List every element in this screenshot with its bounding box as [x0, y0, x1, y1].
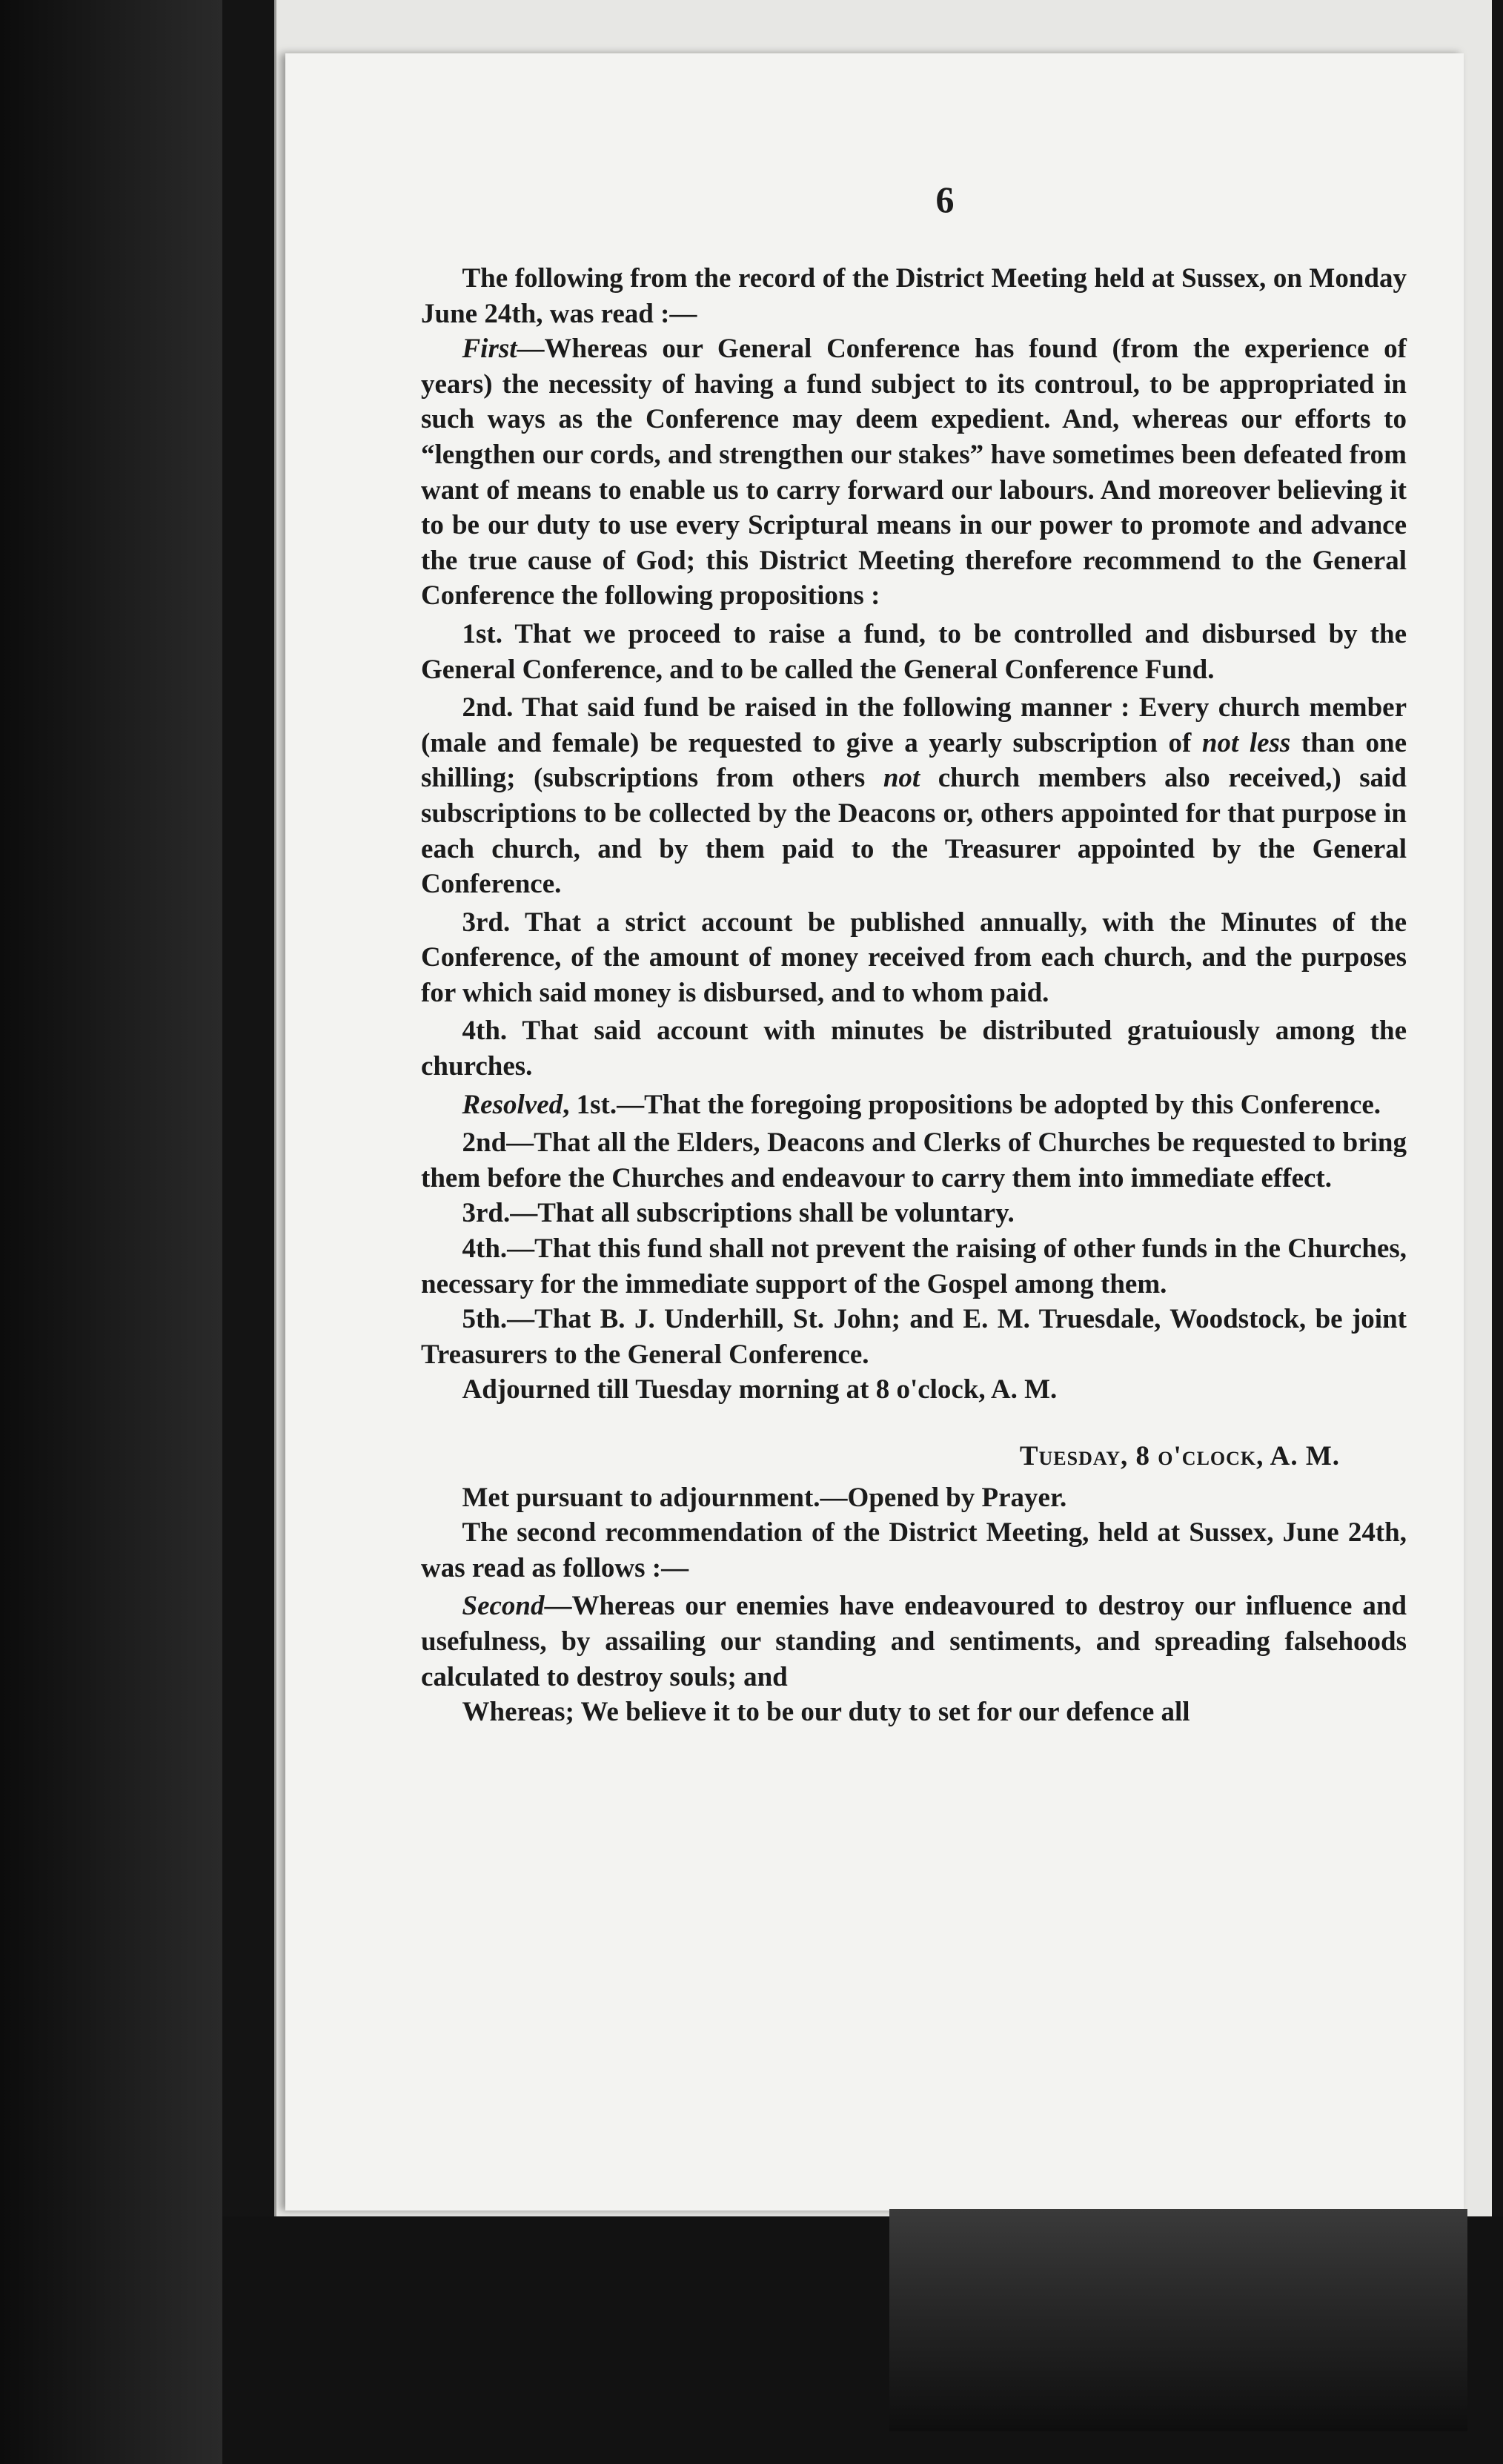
resolution-1 [421, 1087, 1407, 1123]
binding-tab [889, 2209, 1467, 2431]
proposition-2-start: 2nd. That said fund be raised in the following manner : Every church member (male and female) be requested to give a yearly subscription of [421, 692, 1407, 758]
whereas-line: Whereas; We believe it to be our duty to set for our defence all [462, 1697, 1190, 1728]
resolution-5: 5th.—That B. J. Underhill, St. John; and E. M. Truesdale, Woodstock, be joint Treasurers to the General Conference. [421, 1304, 1407, 1370]
proposition-1: 1st. That we proceed to raise a fund, to be controlled and disbursed by the General Conference, and to be called the General Conference Fund. [421, 618, 1407, 685]
proposition-2-end: church members also received,) said subscriptions to be collected by the Deacons or, others appointed for that purpose in each church, and by them paid to the Treasurer appointed by the General Conference. [421, 763, 1407, 900]
page-number: 6 [935, 179, 955, 220]
second-text: —Whereas our enemies have endeavoured to destroy our influence and usefulness, by assailing our standing and sentiments, and spreading falsehoods calculated to destroy souls; and [421, 1591, 1407, 1692]
adjournment-line: Adjourned till Tuesday morning at 8 o'clock, A. M. [462, 1374, 1058, 1405]
tuesday-section [421, 1480, 1407, 1730]
proposition-2-emphasis-2: not [883, 763, 920, 794]
document-body [421, 261, 1407, 1730]
resolution-4: 4th.—That this fund shall not prevent the raising of other funds in the Churches, necessary for the immediate support of the Gospel among them. [421, 1233, 1407, 1299]
proposition-3: 3rd. That a strict account be published annually, with the Minutes of the Conference, of the amount of money received from each church, and the purposes for which said money is disbursed, and to whom paid. [421, 907, 1407, 1008]
scan-dark-margin [0, 0, 222, 2464]
second-label: Second [462, 1591, 545, 1622]
met-line: Met pursuant to adjournment.—Opened by Prayer. [462, 1482, 1067, 1513]
proposition-4: 4th. That said account with minutes be distributed gratuiously among the churches. [421, 1016, 1407, 1082]
first-label: First [462, 334, 517, 365]
first-text: —Whereas our General Conference has found (from the experience of years) the necessity of having a fund subject to its controul, to be appropriated in such ways as the Conference may deem expedient. And, whereas our efforts to “lengthen our cords, and strengthen our stakes” have sometimes been defeated from want of means to enable us to carry forward our labours. And moreover believing it to be our duty to use every Scriptural means in our power to promote and advance the true cause of God; this District Meeting therefore recommend to the General Conference the following propositions : [421, 334, 1407, 612]
first-paragraph [421, 331, 1407, 614]
resolution-2: 2nd—That all the Elders, Deacons and Clerks of Churches be requested to bring them before the Churches and endeavour to carry them into immediate effect. [421, 1127, 1407, 1193]
resolution-3: 3rd.—That all subscriptions shall be voluntary. [462, 1198, 1015, 1229]
resolved-label: Resolved [462, 1089, 563, 1120]
resolution-1-text: , 1st.—That the foregoing propositions be adopted by this Conference. [563, 1089, 1381, 1120]
proposition-2-emphasis-1: not less [1201, 727, 1291, 758]
second-paragraph [421, 1589, 1407, 1695]
proposition-2 [421, 690, 1407, 902]
session-heading: Tuesday, 8 o'clock, A. M. [1019, 1441, 1340, 1471]
second-intro: The second recommendation of the District Meeting, held at Sussex, June 24th, was read as follows :— [421, 1517, 1407, 1583]
intro-paragraph: The following from the record of the District Meeting held at Sussex, on Monday June 24th, was read :— [421, 263, 1407, 329]
proposition-2-middle: than one shilling; (subscriptions from others [421, 727, 1407, 794]
